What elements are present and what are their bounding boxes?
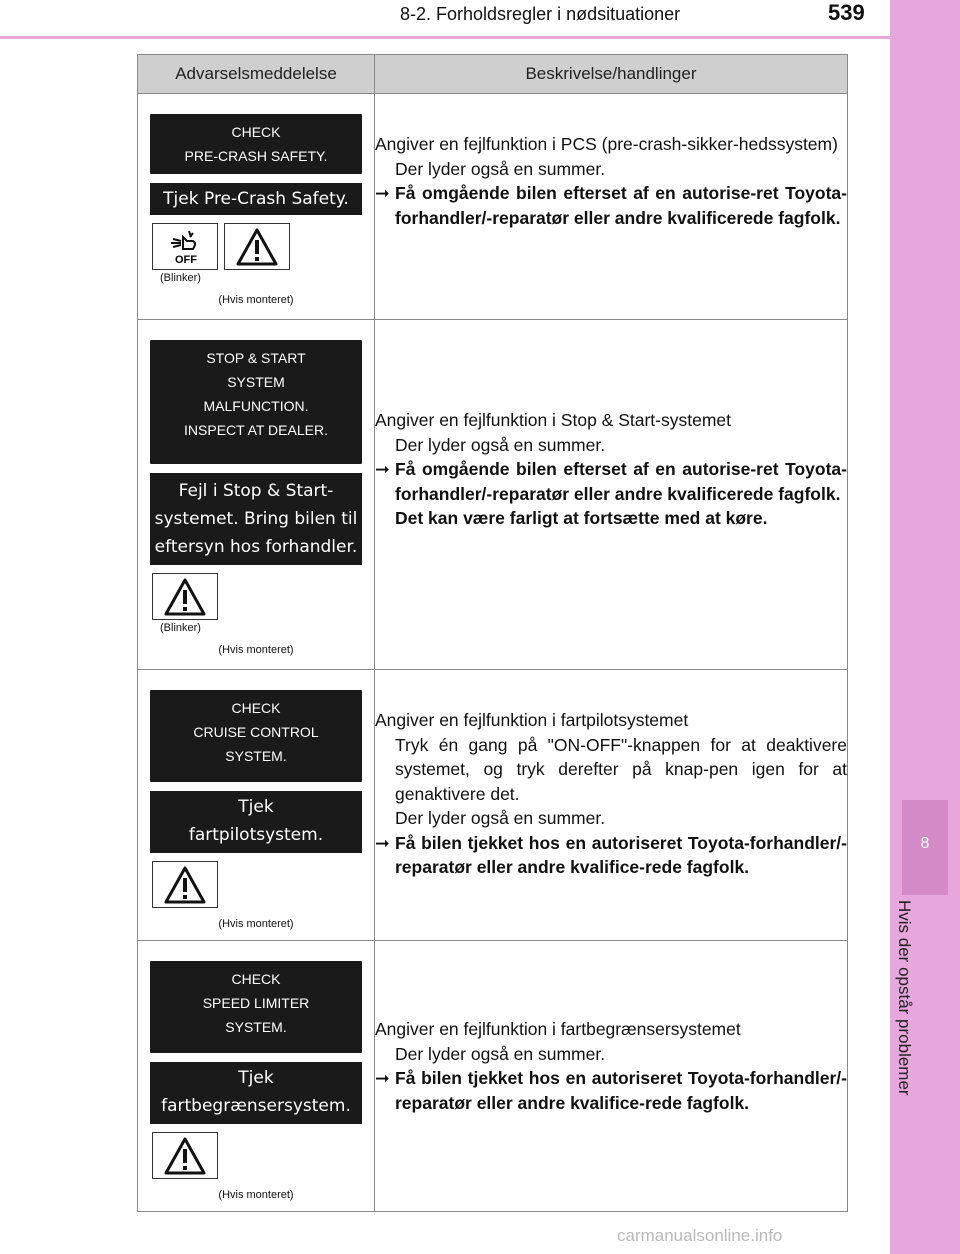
blink-label: (Blinker) [160, 622, 201, 634]
fitted-note: (Hvis monteret) [218, 1189, 294, 1201]
description-cell [375, 320, 848, 670]
message-line: Fejl i Stop & Start- [178, 481, 334, 501]
description-text: Angiver en fejlfunktion i Stop & Start-systemet [375, 410, 731, 430]
description-note: Tryk én gang på "ON-OFF"-knappen for at deaktivere systemet, og tryk derefter på knap-pen igen for at genaktivere det. [395, 734, 847, 804]
action-item: ➞ Få omgående bilen efterset af en autorise-ret Toyota-forhandler/-reparatør eller andre kvalificerede fagfolk. [375, 183, 847, 228]
message-line: Tjek [238, 1068, 274, 1088]
section-title: 8-2. Forholdsregler i nødsituationer [400, 4, 681, 24]
col-header-description: Beskrivelse/handlinger [375, 55, 848, 94]
chapter-number: 8 [920, 835, 930, 852]
table-row [138, 320, 848, 670]
display-message-da [150, 791, 362, 853]
display-message-da [150, 1062, 362, 1124]
message-cell [138, 941, 375, 1212]
message-line: fartbegrænsersystem. [161, 1096, 351, 1116]
indicator-icons [152, 1132, 374, 1179]
message-line: CHECK [231, 124, 281, 140]
message-line: SYSTEM [227, 374, 285, 390]
description-note: Der lyder også en summer. [395, 808, 606, 828]
table-row [138, 941, 848, 1212]
warning-triangle-icon [152, 573, 218, 620]
message-line: MALFUNCTION. [203, 398, 309, 414]
description-cell [375, 670, 848, 941]
display-message-en [150, 690, 362, 782]
message-line: SPEED LIMITER [202, 995, 310, 1011]
description-text: Angiver en fejlfunktion i PCS (pre-crash-sikker-hedssystem) [375, 134, 838, 154]
description-text: Angiver en fejlfunktion i fartbegrænsersystemet [375, 1019, 741, 1039]
chapter-title: Hvis der opstår problemer [895, 900, 914, 1096]
message-line: PRE-CRASH SAFETY. [184, 148, 328, 164]
display-message-en [150, 114, 362, 174]
fitted-note: (Hvis monteret) [218, 644, 294, 656]
description-note: Der lyder også en summer. [395, 1043, 606, 1064]
message-line: CHECK [231, 700, 281, 716]
description-cell [375, 94, 848, 320]
indicator-icons [152, 861, 374, 908]
warning-table [137, 54, 848, 1212]
description-note: Der lyder også en summer. [395, 158, 606, 179]
message-cell [138, 320, 375, 670]
watermark: carmanualsonline.info [617, 1226, 783, 1245]
warning-triangle-icon [152, 861, 218, 908]
message-line: STOP & START [206, 350, 306, 366]
pcs-off-icon [152, 223, 218, 270]
header-divider [0, 36, 890, 39]
message-line: Tjek [238, 797, 274, 817]
indicator-icons [152, 223, 374, 270]
table-row [138, 670, 848, 941]
col-header-message: Advarselsmeddelelse [138, 55, 375, 94]
page-number: 539 [828, 0, 865, 25]
description-note: Der lyder også en summer. [395, 434, 606, 455]
message-line: INSPECT AT DEALER. [184, 422, 328, 438]
display-message-da [150, 183, 362, 215]
warning-triangle-icon [152, 1132, 218, 1179]
message-line: SYSTEM. [225, 1019, 287, 1035]
description-cell [375, 941, 848, 1212]
blink-label: (Blinker) [160, 272, 201, 284]
table-row [138, 94, 848, 320]
action-item: ➞ Få omgående bilen efterset af en autorise-ret Toyota-forhandler/-reparatør eller andre kvalificerede fagfolk. [375, 459, 847, 504]
fitted-note: (Hvis monteret) [218, 294, 294, 306]
fitted-note: (Hvis monteret) [218, 918, 294, 930]
display-message-en [150, 340, 362, 464]
message-line: eftersyn hos forhandler. [154, 537, 358, 557]
action-item: ➞ Få bilen tjekket hos en autoriseret Toyota-forhandler/-reparatør eller andre kvalifice-rede fagfolk. [375, 832, 847, 877]
message-line: Tjek Pre-Crash Safety. [163, 189, 349, 209]
message-cell [138, 670, 375, 941]
message-line: CRUISE CONTROL [193, 724, 319, 740]
display-message-da [150, 473, 362, 565]
message-line: CHECK [231, 971, 281, 987]
action-warning: Det kan være farligt at fortsætte med at køre. [395, 508, 768, 528]
message-line: SYSTEM. [225, 748, 287, 764]
action-item: ➞ Få bilen tjekket hos en autoriseret Toyota-forhandler/-reparatør eller andre kvalifice-rede fagfolk. [375, 1068, 847, 1113]
svg-text:OFF: OFF [175, 253, 197, 266]
message-line: fartpilotsystem. [188, 825, 324, 845]
display-message-en [150, 961, 362, 1053]
chapter-title-vertical [895, 900, 955, 1140]
description-text: Angiver en fejlfunktion i fartpilotsystemet [375, 710, 689, 730]
indicator-icons [152, 573, 374, 620]
warning-triangle-icon [224, 223, 290, 270]
message-line: systemet. Bring bilen til [154, 509, 358, 529]
message-cell [138, 94, 375, 320]
